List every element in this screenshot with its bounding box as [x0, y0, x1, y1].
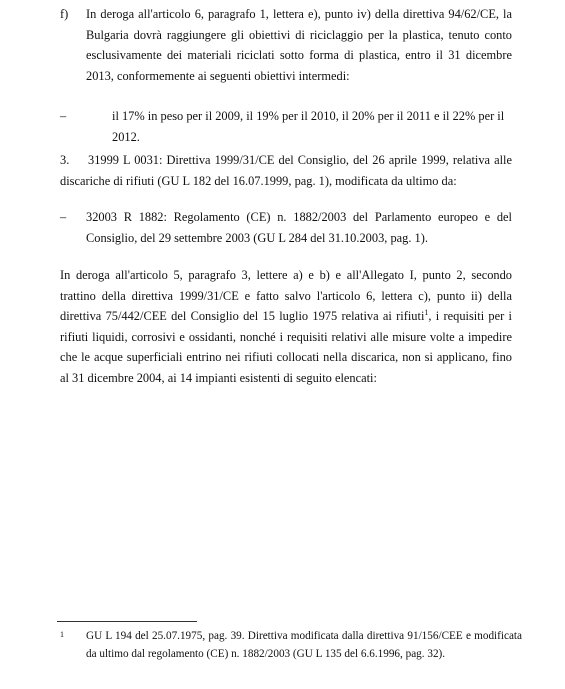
bullet-targets-text: il 17% in peso per il 2009, il 19% per il 2010, il 20% per il 2011 e il 22% per il 2012.: [112, 109, 505, 144]
bullet-targets-marker: –: [60, 109, 67, 123]
footnote-text: GU L 194 del 25.07.1975, pag. 39. Direttiva modificata dalla direttiva 91/156/CEE e modificata da ultimo dal regolamento (CE) n. 1882/2003 (GU L 135 del 6.6.1996, pag. 32).: [86, 630, 522, 660]
item-3-text: 31999 L 0031: Direttiva 1999/31/CE del Consiglio, del 26 aprile 1999, relativa alle discariche di rifiuti (GU L 182 del 16.07.1999, pag. 1), modificata da ultimo da:: [60, 153, 512, 188]
derogation-text-before-note: In deroga all'articolo 5, paragrafo 3, lettere a) e b) e all'Allegato I, punto 2, secondo trattino della direttiva 1999/31/CE e fatto salvo l'articolo 6, lettera c), punto ii) della direttiva 75/442/CEE del Consiglio del 15 luglio 1975 relativa ai rifiuti: [60, 268, 512, 323]
footnote-number: 1: [60, 630, 64, 639]
bullet-regulation-marker: –: [60, 210, 67, 224]
footnote-divider: [57, 621, 197, 622]
paragraph-f-text: In deroga all'articolo 6, paragrafo 1, lettera e), punto iv) della direttiva 94/62/CE, la Bulgaria dovrà raggiungere gli obiettivi di riciclaggio per la plastica, tenuto conto esclusivamente dei materiali riciclati sotto forma di plastica, entro il 31 dicembre 2013, conformemente ai seguenti obiettivi intermedi:: [86, 7, 512, 83]
derogation-paragraph: [60, 265, 512, 388]
bullet-regulation-text: 32003 R 1882: Regolamento (CE) n. 1882/2003 del Parlamento europeo e del Consiglio, del 29 settembre 2003 (GU L 284 del 31.10.2003, pag. 1).: [86, 210, 512, 245]
derogation-text-after-note: , i requisiti per i rifiuti liquidi, corrosivi e ossidanti, nonché i requisiti relativi alle misure volte a impedire che le acque superficiali entrino nei rifiuti collocati nella discarica, non si applicano, fino al 31 dicembre 2004, ai 14 impianti esistenti di seguito elencati:: [60, 309, 512, 385]
item-3-label: 3.: [60, 153, 70, 167]
paragraph-f-label: f): [60, 7, 69, 21]
footnote-reference[interactable]: 1: [424, 308, 429, 317]
